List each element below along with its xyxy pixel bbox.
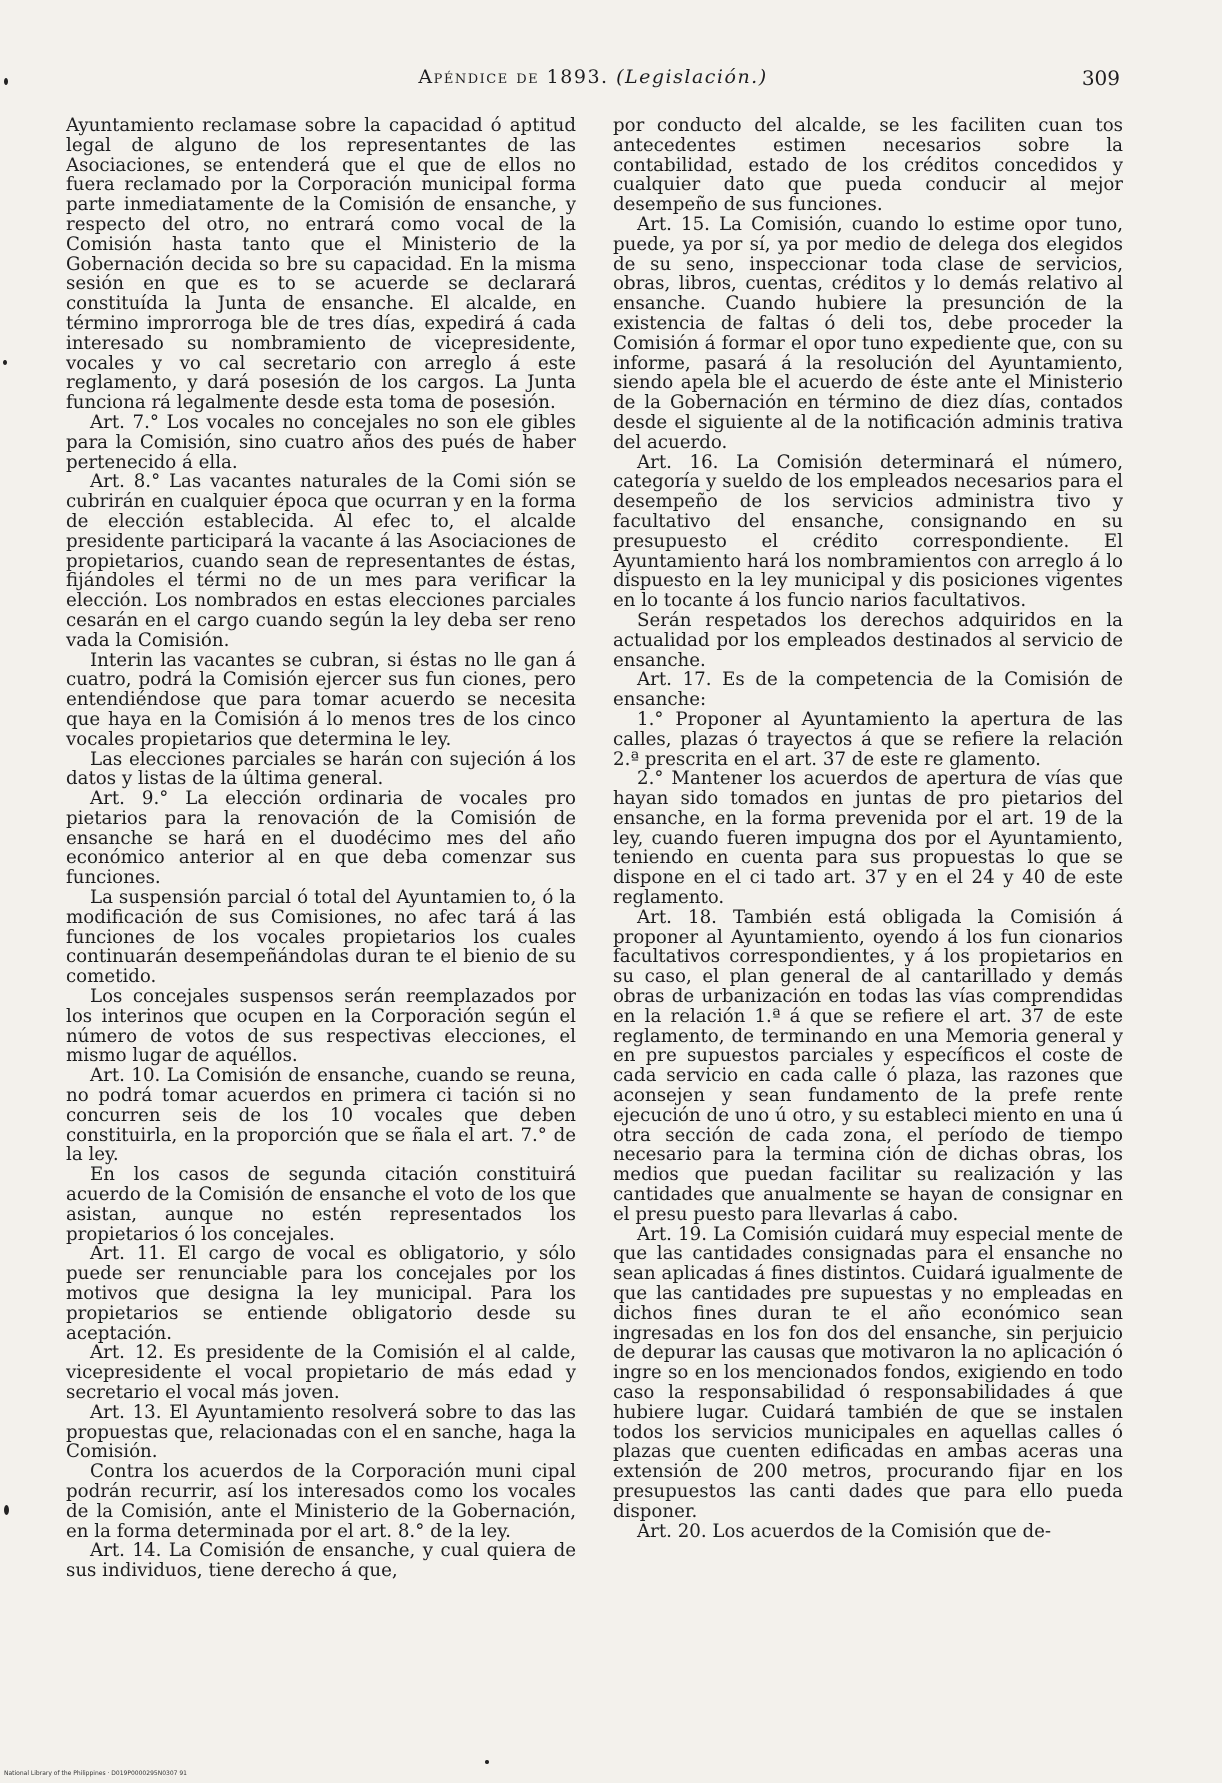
paragraph: Los concejales suspensos serán reemplazados por los interinos que ocupen en la Corporación según el número de votos de sus respectivas elecciones, el mismo lugar de aquéllos. — [66, 986, 576, 1067]
paragraph: Art. 16. La Comisión determinará el número, categoría y sueldo de los empleados necesarios para el desempeño de los servicios administra tivo y facultativo del ensanche, consignando en su presupuesto el crédito correspondiente. El Ayuntamiento hará los nombramientos con arreglo á lo dispuesto en la ley municipal y dis posiciones vigentes en lo tocante á los funcio narios facultativos. — [613, 451, 1123, 612]
page-header — [66, 66, 1120, 96]
paragraph: Art. 18. También está obligada la Comisión á proponer al Ayuntamiento, oyendo á los fun cionarios facultativos correspondientes, y á los propietarios en su caso, el plan general de al cantarillado y demás obras de urbanización en todas las vías comprendidas en la relación 1.ª á que se refiere el art. 37 de este reglamento, de terminando en una Memoria general y en pre supuestos parciales y específicos el coste de cada servicio en cada calle ó plaza, las razones que aconsejen y sean fundamento de la prefe rente ejecución de uno ú otro, y su estableci miento en una ú otra sección de cada zona, el período de tiempo necesario para la termina ción de dichas obras, los medios que puedan facilitar su realización y las cantidades que anualmente se hayan de consignar en el presu puesto para llevarlas á cabo. — [613, 906, 1123, 1225]
running-head-title: Apéndice de 1893. — [418, 66, 609, 88]
scan-credit: National Library of the Philippines · D019P0000295N0307 91 — [4, 1770, 187, 1777]
paragraph: En los casos de segunda citación constituirá acuerdo de la Comisión de ensanche el voto de los que asistan, aunque no estén representados los propietarios ó los concejales. — [66, 1164, 576, 1245]
paragraph: Art. 12. Es presidente de la Comisión el al calde, vicepresidente el vocal propietario de más edad y secretario el vocal más joven. — [66, 1342, 576, 1403]
right-column — [613, 116, 1123, 1541]
paragraph: Art. 7.° Los vocales no concejales no son ele gibles para la Comisión, sino cuatro años des pués de haber pertenecido á ella. — [66, 411, 576, 473]
paragraph: Art. 8.° Las vacantes naturales de la Comi sión se cubrirán en cualquier época que ocurran y en la forma de elección establecida. Al efec to, el alcalde presidente participará la vacante á las Asociaciones de propietarios, cuando sean de representantes de éstas, fijándoles el térmi no de un mes para verificar la elección. Los nombrados en estas elecciones parciales cesarán en el cargo cuando según la ley deba ser reno vada la Comisión. — [66, 471, 576, 651]
paragraph: Contra los acuerdos de la Corporación muni cipal podrán recurrir, así los interesados como los vocales de la Comisión, ante el Ministerio de la Gobernación, en la forma determinada por el art. 8.° de la ley. — [66, 1461, 576, 1542]
running-head — [66, 66, 1120, 88]
paragraph: Art. 10. La Comisión de ensanche, cuando se reuna, no podrá tomar acuerdos en primera ci tación si no concurren seis de los 10 vocales que deben constituirla, en la proporción que se ñala el art. 7.° de la ley. — [66, 1065, 576, 1166]
paragraph: Interin las vacantes se cubran, si éstas no lle gan á cuatro, podrá la Comisión ejercer sus fun ciones, pero entendiéndose que para tomar acuerdo se necesita que haya en la Comisión á lo menos tres de los cinco vocales propietarios que determina le ley. — [66, 649, 576, 750]
paragraph: Art. 19. La Comisión cuidará muy especial mente de que las cantidades consignadas para el ensanche no sean aplicadas á fines distintos. Cuidará igualmente de que las cantidades pre supuestas y no empleadas en dichos fines duran te el año económico sean ingresadas en los fon dos del ensanche, sin perjuicio de depurar las causas que motivaron la no aplicación ó ingre so en los mencionados fondos, exigiendo en todo caso la responsabilidad ó responsabilidades á que hubiere lugar. Cuidará también de que se instalen todos los servicios municipales en aquellas calles ó plazas que cuenten edificadas en ambas aceras una extensión de 200 metros, procurando fijar en los presupuestos las canti dades que para ello pueda disponer. — [613, 1223, 1123, 1522]
scan-speck — [3, 360, 7, 365]
paragraph: 2.° Mantener los acuerdos de apertura de vías que hayan sido tomados en juntas de pro pietarios del ensanche, en la forma prevenida por el art. 19 de la ley, cuando fueren impugna dos por el Ayuntamiento, teniendo en cuenta para sus propuestas lo que se dispone en el ci tado art. 37 y en el 24 y 40 de este reglamento. — [613, 768, 1123, 909]
paragraph: Art. 15. La Comisión, cuando lo estime opor tuno, puede, ya por sí, ya por medio de delega dos elegidos de su seno, inspeccionar toda clase de servicios, obras, libros, cuentas, créditos y lo demás relativo al ensanche. Cuando hubiere la presunción de la existencia de faltas ó deli tos, debe proceder la Comisión á formar el opor tuno expediente que, con su informe, pasará á la resolución del Ayuntamiento, siendo apela ble el acuerdo de éste ante el Ministerio de la Gobernación en término de diez días, contados desde el siguiente al de la notificación adminis trativa del acuerdo. — [613, 213, 1123, 453]
paragraph: Art. 11. El cargo de vocal es obligatorio, y sólo puede ser renunciable para los concejales por los motivos que designa la ley municipal. Para los propietarios se entiende obligatorio desde su aceptación. — [66, 1243, 576, 1344]
paragraph: Las elecciones parciales se harán con sujeción á los datos y listas de la última general. — [66, 748, 576, 790]
scan-speck — [4, 78, 8, 85]
paragraph: Serán respetados los derechos adquiridos en la actualidad por los empleados destinados al servicio de ensanche. — [613, 609, 1123, 671]
left-column — [66, 116, 576, 1581]
paragraph: Art. 20. Los acuerdos de la Comisión que de- — [637, 1520, 1052, 1542]
paragraph: Art. 14. La Comisión de ensanche, y cual quiera de sus individuos, tiene derecho á que, — [66, 1540, 576, 1582]
paragraph: Art. 17. Es de la competencia de la Comisión de ensanche: — [613, 669, 1123, 711]
paragraph: Art. 9.° La elección ordinaria de vocales pro pietarios para la renovación de la Comisión de ensanche se hará en el duodécimo mes del año económico anterior al en que deba comenzar sus funciones. — [66, 788, 576, 889]
running-head-section: (Legislación.) — [616, 66, 768, 88]
paragraph: por conducto del alcalde, se les faciliten cuan tos antecedentes estimen necesarios sobre la contabilidad, estado de los créditos concedidos y cualquier dato que pueda conducir al mejor desempeño de sus funciones. — [613, 115, 1123, 216]
paragraph: 1.° Proponer al Ayuntamiento la apertura de las calles, plazas ó trayectos á que se refiere la relación 2.ª prescrita en el art. 37 de este re glamento. — [613, 708, 1123, 770]
scan-speck — [485, 1760, 489, 1764]
paragraph: La suspensión parcial ó total del Ayuntamien to, ó la modificación de sus Comisiones, no afec tará á las funciones de los vocales propietarios los cuales continuarán desempeñándolas duran te el bienio de su cometido. — [66, 887, 576, 988]
scan-speck — [4, 1505, 9, 1515]
paragraph: Ayuntamiento reclamase sobre la capacidad ó aptitud legal de alguno de los representantes de las Asociaciones, se entenderá que el que de ellos no fuera reclamado por la Corporación municipal forma parte inmediatamente de la Comisión de ensanche, y respecto del otro, no entrará como vocal de la Comisión hasta tanto que el Ministerio de la Gobernación decida so bre su capacidad. En la misma sesión en que es to se acuerde se declarará constituída la Junta de ensanche. El alcalde, en término improrroga ble de tres días, expedirá á cada interesado su nombramiento de vicepresidente, vocales y vo cal secretario con arreglo á este reglamento, y dará posesión de los cargos. La Junta funciona rá legalmente desde esta toma de posesión. — [66, 115, 576, 414]
paragraph: Art. 13. El Ayuntamiento resolverá sobre to das las propuestas que, relacionadas con el en sanche, haga la Comisión. — [66, 1401, 576, 1463]
page-number: 309 — [1081, 66, 1120, 90]
